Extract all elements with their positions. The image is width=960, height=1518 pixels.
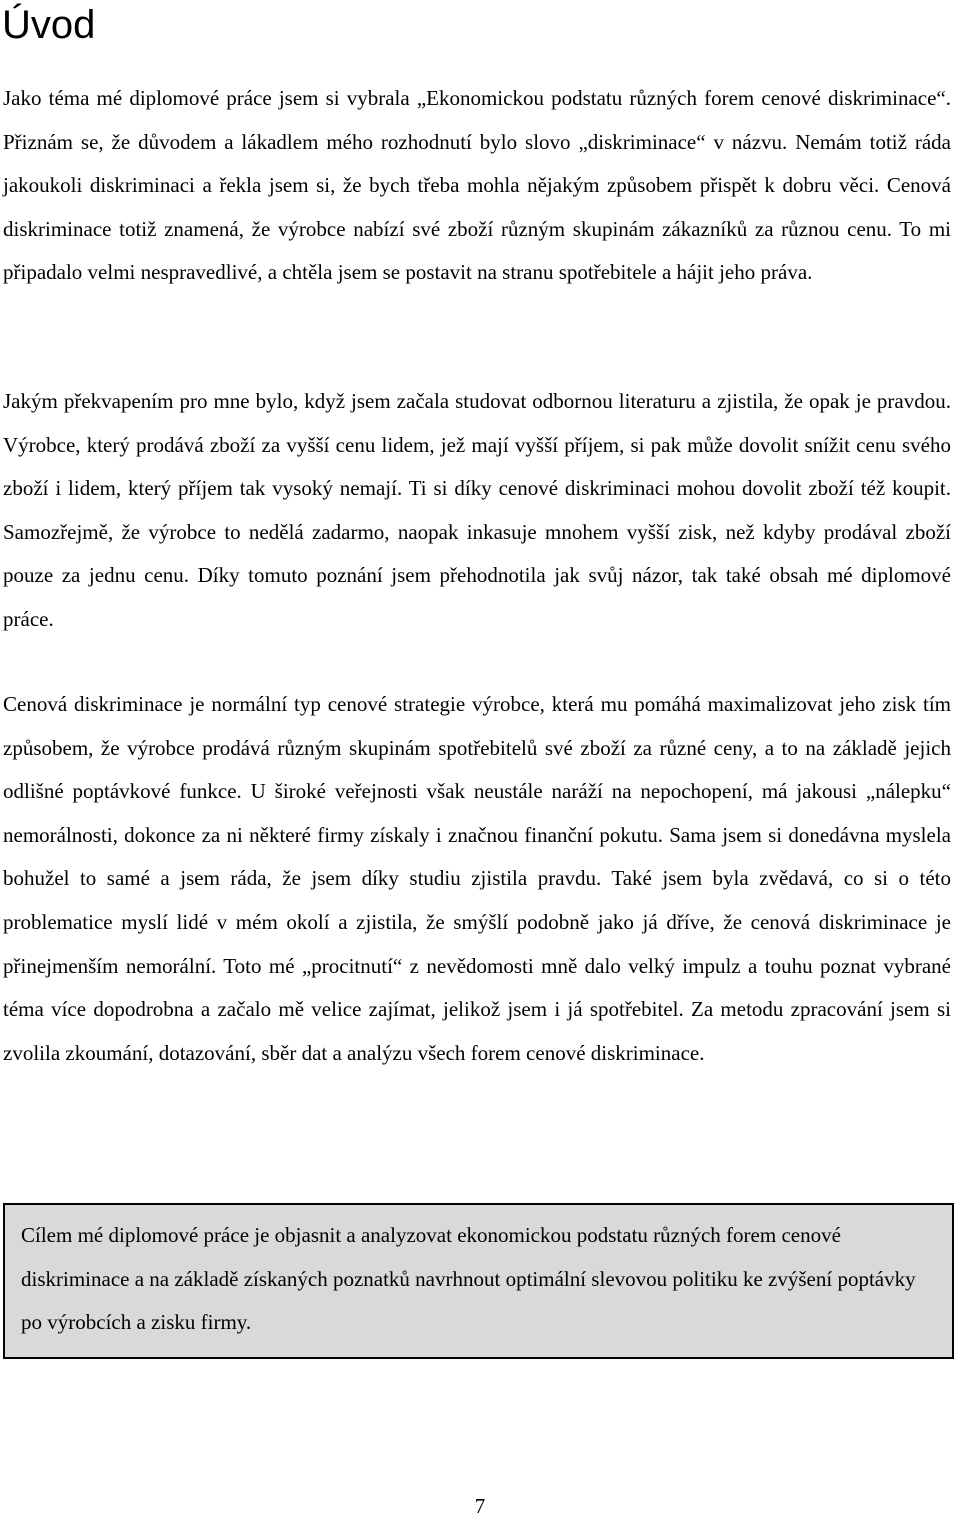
page-number: 7: [474, 1494, 486, 1518]
intro-paragraph-3: Cenová diskriminace je normální typ cenové strategie výrobce, která mu pomáhá maximalizovat jeho zisk tím způsobem, že výrobce prodává různým skupinám spotřebitelů své zboží za různé ceny, a to na základě jejich odlišné poptávkové funkce. U široké veřejnosti však neustále naráží na nepochopení, má jakousi „nálepku“ nemorálnosti, dokonce za ni některé firmy získaly i značnou finanční pokutu. Sama jsem si donedávna myslela bohužel to samé a jsem ráda, že jsem díky studiu zjistila pravdu. Také jsem byla zvědavá, co si o této problematice myslí lidé v mém okolí a zjistila, že smýšlí podobně jako já dříve, že cenová diskriminace je přinejmenším nemorální. Toto mé „procitnutí“ z nevědomosti mně dalo velký impulz a touhu poznat vybrané téma více dopodrobna a začalo mě velice zajímat, jelikož jsem i já spotřebitel. Za metodu zpracování jsem si zvolila zkoumání, dotazování, sběr dat a analýzu všech forem cenové diskriminace.: [3, 692, 951, 1065]
thesis-goal-text: Cílem mé diplomové práce je objasnit a analyzovat ekonomickou podstatu různých forem cenové diskriminace a na základě získaných poznatků navrhnout optimální slevovou politiku ke zvýšení poptávky po výrobcích a zisku firmy.: [21, 1223, 916, 1335]
intro-paragraph-1: Jako téma mé diplomové práce jsem si vybrala „Ekonomickou podstatu různých forem cenové diskriminace“. Přiznám se, že důvodem a lákadlem mého rozhodnutí bylo slovo „diskriminace“ v názvu. Nemám totiž ráda jakoukoli diskriminaci a řekla jsem si, že bych třeba mohla nějakým způsobem přispět k dobru věci. Cenová diskriminace totiž znamená, že výrobce nabízí své zboží různým skupinám zákazníků za různou cenu. To mi připadalo velmi nespravedlivé, a chtěla jsem se postavit na stranu spotřebitele a hájit jeho práva.: [3, 86, 951, 285]
thesis-goal-box: [3, 1203, 954, 1359]
page-title: Úvod: [2, 3, 96, 47]
intro-paragraph-2: Jakým překvapením pro mne bylo, když jsem začala studovat odbornou literaturu a zjistila, že opak je pravdou. Výrobce, který prodává zboží za vyšší cenu lidem, jež mají vyšší příjem, si pak může dovolit snížit cenu svého zboží i lidem, který příjem tak vysoký nemají. Ti si díky cenové diskriminaci mohou dovolit zboží též koupit. Samozřejmě, že výrobce to nedělá zadarmo, naopak inkasuje mnohem vyšší zisk, než kdyby prodával zboží pouze za jednu cenu. Díky tomuto poznání jsem přehodnotila jak svůj názor, tak také obsah mé diplomové práce.: [3, 389, 951, 631]
